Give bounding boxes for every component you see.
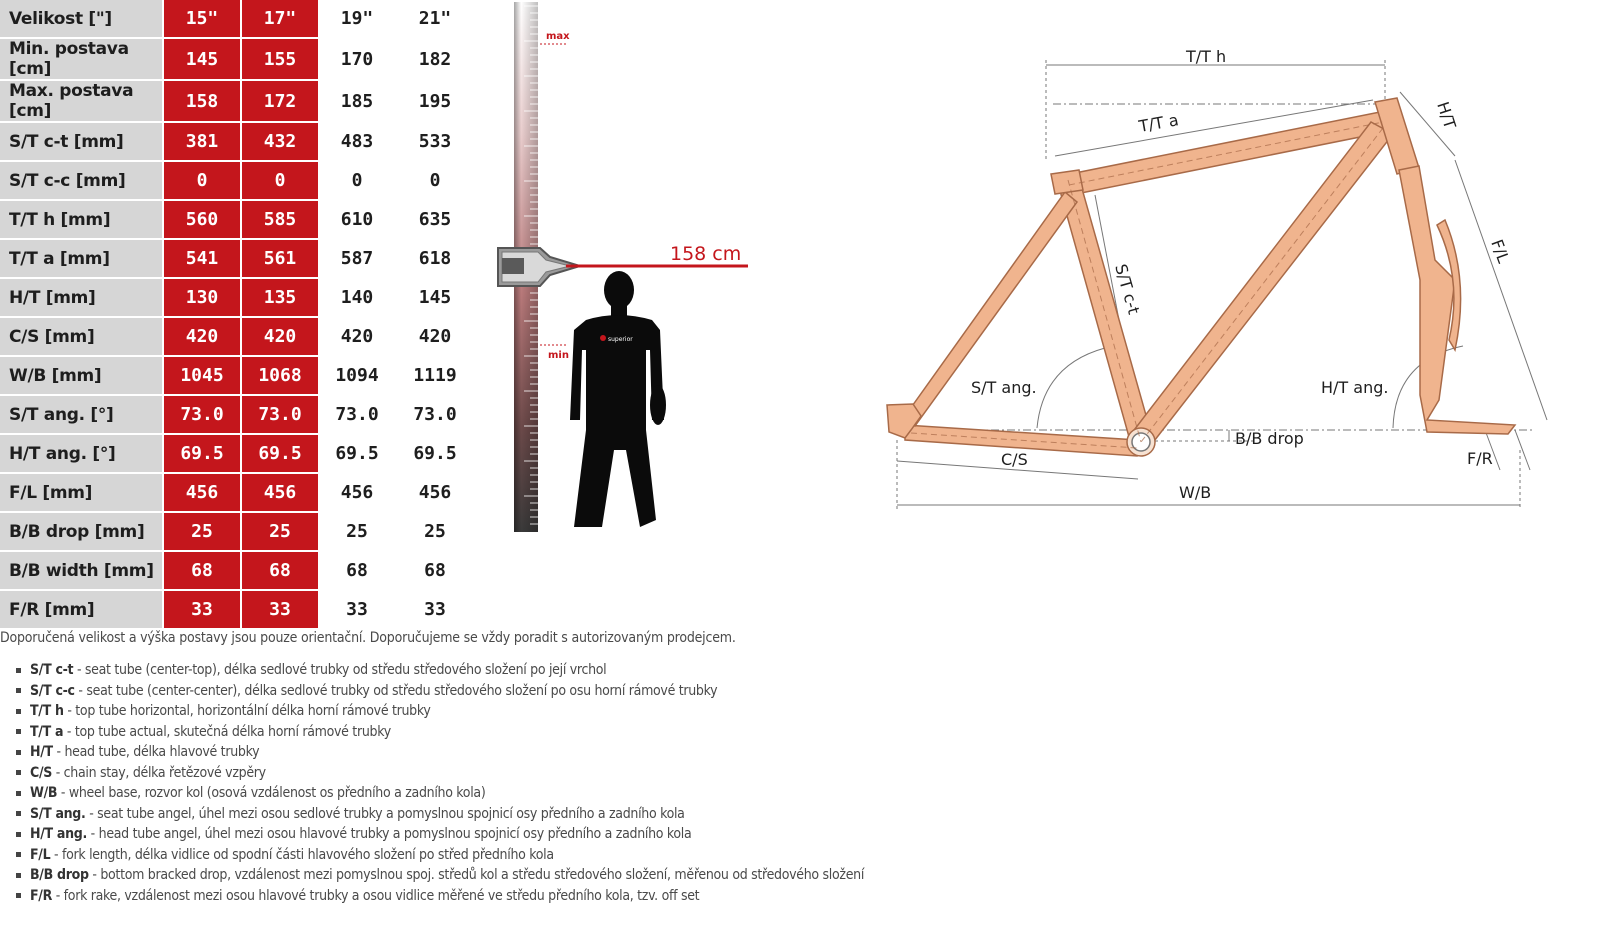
frame-geometry-diagram — [875, 20, 1555, 540]
person-silhouette — [570, 271, 666, 527]
label-fl: F/L — [1487, 236, 1514, 266]
table-row — [0, 552, 474, 591]
table-cell: 69.5 — [318, 435, 396, 474]
table-cell: 68 — [240, 552, 318, 591]
table-cell: 145 — [396, 279, 474, 318]
label-tt-a: T/T a — [1137, 110, 1180, 136]
table-cell: 585 — [240, 201, 318, 240]
table-row — [0, 201, 474, 240]
table-cell: 185 — [318, 81, 396, 123]
label-st-ct: S/T c-t — [1111, 261, 1144, 317]
list-item — [16, 845, 864, 866]
definition-text: - seat tube angel, úhel mezi osou sedlové trubky a pomyslnou spojnicí osy předního a zadního kola — [85, 805, 685, 822]
table-row — [0, 591, 474, 630]
definition-text: - fork rake, vzdálenost mezi osou hlavové trubky a osou vidlice měřené ve středu předního kola, tzv. off set — [52, 887, 700, 904]
table-cell: 69.5 — [162, 435, 240, 474]
table-cell: 635 — [396, 201, 474, 240]
table-cell: 587 — [318, 240, 396, 279]
abbreviation: F/L — [30, 846, 51, 863]
row-label: S/T ang. [°] — [0, 396, 162, 435]
min-label: min — [548, 350, 569, 361]
table-row — [0, 513, 474, 552]
row-label: T/T h [mm] — [0, 201, 162, 240]
table-cell: 33 — [162, 591, 240, 630]
table-cell: 1045 — [162, 357, 240, 396]
table-cell: 420 — [318, 318, 396, 357]
row-label: W/B [mm] — [0, 357, 162, 396]
list-item — [16, 783, 864, 804]
list-item — [16, 886, 864, 907]
definition-text: - top tube horizontal, horizontální délka horní rámové trubky — [63, 703, 431, 719]
list-item — [16, 742, 864, 763]
table-cell: 68 — [396, 552, 474, 591]
table-cell: 195 — [396, 81, 474, 123]
table-cell: 33 — [240, 591, 318, 630]
table-row — [0, 318, 474, 357]
table-cell: 68 — [318, 552, 396, 591]
table-cell: 140 — [318, 279, 396, 318]
table-cell: 33 — [318, 591, 396, 630]
table-cell: 182 — [396, 39, 474, 81]
row-label: B/B drop [mm] — [0, 513, 162, 552]
table-cell: 17" — [240, 0, 318, 39]
list-item — [16, 763, 864, 784]
table-cell: 73.0 — [396, 396, 474, 435]
row-label: S/T c-t [mm] — [0, 123, 162, 162]
abbreviation: S/T ang. — [30, 805, 86, 822]
abbreviation: H/T ang. — [30, 826, 87, 842]
label-wb: W/B — [1179, 483, 1212, 502]
definition-text: - seat tube (center-center), délka sedlové trubky od středu středového složení po osu horní rámové trubky — [74, 682, 718, 699]
table-cell: 456 — [162, 474, 240, 513]
abbreviation: S/T c-t — [30, 662, 74, 678]
table-cell: 456 — [240, 474, 318, 513]
abbreviation: F/R — [30, 887, 53, 904]
table-cell: 533 — [396, 123, 474, 162]
table-cell: 172 — [240, 81, 318, 123]
label-ht-ang: H/T ang. — [1321, 378, 1389, 397]
table-cell: 1068 — [240, 357, 318, 396]
abbreviation: C/S — [30, 764, 53, 781]
label-cs: C/S — [1001, 450, 1028, 469]
table-cell: 73.0 — [240, 396, 318, 435]
table-cell: 25 — [240, 513, 318, 552]
table-cell: 381 — [162, 123, 240, 162]
table-cell: 0 — [240, 162, 318, 201]
list-item — [16, 865, 864, 886]
row-label: C/S [mm] — [0, 318, 162, 357]
table-cell: 1119 — [396, 357, 474, 396]
row-label: Max. postava [cm] — [0, 81, 162, 123]
definition-text: - wheel base, rozvor kol (osová vzdálenost os předního a zadního kola) — [57, 785, 486, 801]
table-row — [0, 474, 474, 513]
label-fr: F/R — [1467, 449, 1493, 468]
table-row — [0, 240, 474, 279]
table-row — [0, 0, 474, 39]
abbreviation: W/B — [30, 785, 58, 801]
table-cell: 155 — [240, 39, 318, 81]
table-cell: 25 — [162, 513, 240, 552]
table-cell: 158 — [162, 81, 240, 123]
abbreviation: T/T a — [30, 723, 64, 740]
table-cell: 15" — [162, 0, 240, 39]
definition-text: - top tube actual, skutečná délka horní rámové trubky — [63, 723, 391, 740]
table-cell: 541 — [162, 240, 240, 279]
table-cell: 170 — [318, 39, 396, 81]
table-cell: 145 — [162, 39, 240, 81]
row-label: B/B width [mm] — [0, 552, 162, 591]
row-label: H/T ang. [°] — [0, 435, 162, 474]
table-cell: 420 — [396, 318, 474, 357]
table-cell: 0 — [318, 162, 396, 201]
abbreviation: S/T c-c — [30, 682, 75, 699]
table-cell: 19" — [318, 0, 396, 39]
row-label: F/R [mm] — [0, 591, 162, 630]
table-cell: 33 — [396, 591, 474, 630]
table-cell: 560 — [162, 201, 240, 240]
table-cell: 561 — [240, 240, 318, 279]
abbreviation-definitions — [16, 660, 864, 906]
table-cell: 420 — [240, 318, 318, 357]
list-item — [16, 681, 864, 702]
row-label: S/T c-c [mm] — [0, 162, 162, 201]
list-item — [16, 660, 864, 681]
definition-text: - fork length, délka vidlice od spodní části hlavového složení po střed předního kola — [50, 846, 554, 863]
table-cell: 483 — [318, 123, 396, 162]
table-cell: 135 — [240, 279, 318, 318]
row-label: F/L [mm] — [0, 474, 162, 513]
table-cell: 69.5 — [240, 435, 318, 474]
table-cell: 1094 — [318, 357, 396, 396]
table-cell: 456 — [396, 474, 474, 513]
height-readout: 158 cm — [670, 243, 742, 265]
label-st-ang: S/T ang. — [971, 378, 1037, 397]
table-cell: 21" — [396, 0, 474, 39]
table-cell: 432 — [240, 123, 318, 162]
table-cell: 618 — [396, 240, 474, 279]
definition-text: - seat tube (center-top), délka sedlové trubky od středu středového složení po její vrchol — [73, 662, 607, 678]
list-item — [16, 824, 864, 845]
table-cell: 130 — [162, 279, 240, 318]
list-item — [16, 804, 864, 825]
brand-text: superior — [608, 336, 633, 343]
max-label: max — [546, 31, 570, 42]
definition-text: - chain stay, délka řetězové vzpěry — [52, 764, 266, 781]
table-row — [0, 162, 474, 201]
table-row — [0, 357, 474, 396]
table-cell: 610 — [318, 201, 396, 240]
table-row — [0, 435, 474, 474]
abbreviation: H/T — [30, 744, 53, 760]
row-label: Velikost ["] — [0, 0, 162, 39]
bike-frame — [887, 98, 1515, 456]
list-item — [16, 701, 864, 722]
definition-text: - bottom bracked drop, vzdálenost mezi pomyslnou spoj. středů kol a středu středového složení, měřenou od středového složení — [88, 867, 865, 883]
row-label: T/T a [mm] — [0, 240, 162, 279]
label-tt-h: T/T h — [1186, 47, 1227, 66]
table-cell: 0 — [396, 162, 474, 201]
table-row — [0, 279, 474, 318]
table-row — [0, 396, 474, 435]
table-row — [0, 123, 474, 162]
table-row — [0, 39, 474, 81]
table-cell: 420 — [162, 318, 240, 357]
table-cell: 456 — [318, 474, 396, 513]
table-cell: 0 — [162, 162, 240, 201]
table-cell: 68 — [162, 552, 240, 591]
label-bb-drop: B/B drop — [1235, 429, 1304, 448]
table-row — [0, 81, 474, 123]
abbreviation: T/T h — [30, 703, 64, 719]
definition-text: - head tube, délka hlavové trubky — [52, 744, 260, 760]
table-cell: 25 — [396, 513, 474, 552]
geometry-table — [0, 0, 474, 630]
row-label: Min. postava [cm] — [0, 39, 162, 81]
definition-text: - head tube angel, úhel mezi osou hlavové trubky a pomyslnou spojnicí osy předního a zadního kola — [86, 826, 692, 842]
table-cell: 25 — [318, 513, 396, 552]
table-cell: 69.5 — [396, 435, 474, 474]
disclaimer-note: Doporučená velikost a výška postavy jsou pouze orientační. Doporučujeme se vždy poradit s autorizovaným prodejcem. — [0, 630, 736, 646]
height-gauge — [490, 0, 760, 545]
table-cell: 73.0 — [318, 396, 396, 435]
table-cell: 73.0 — [162, 396, 240, 435]
list-item — [16, 722, 864, 743]
label-ht: H/T — [1433, 99, 1460, 132]
row-label: H/T [mm] — [0, 279, 162, 318]
abbreviation: B/B drop — [30, 867, 89, 883]
